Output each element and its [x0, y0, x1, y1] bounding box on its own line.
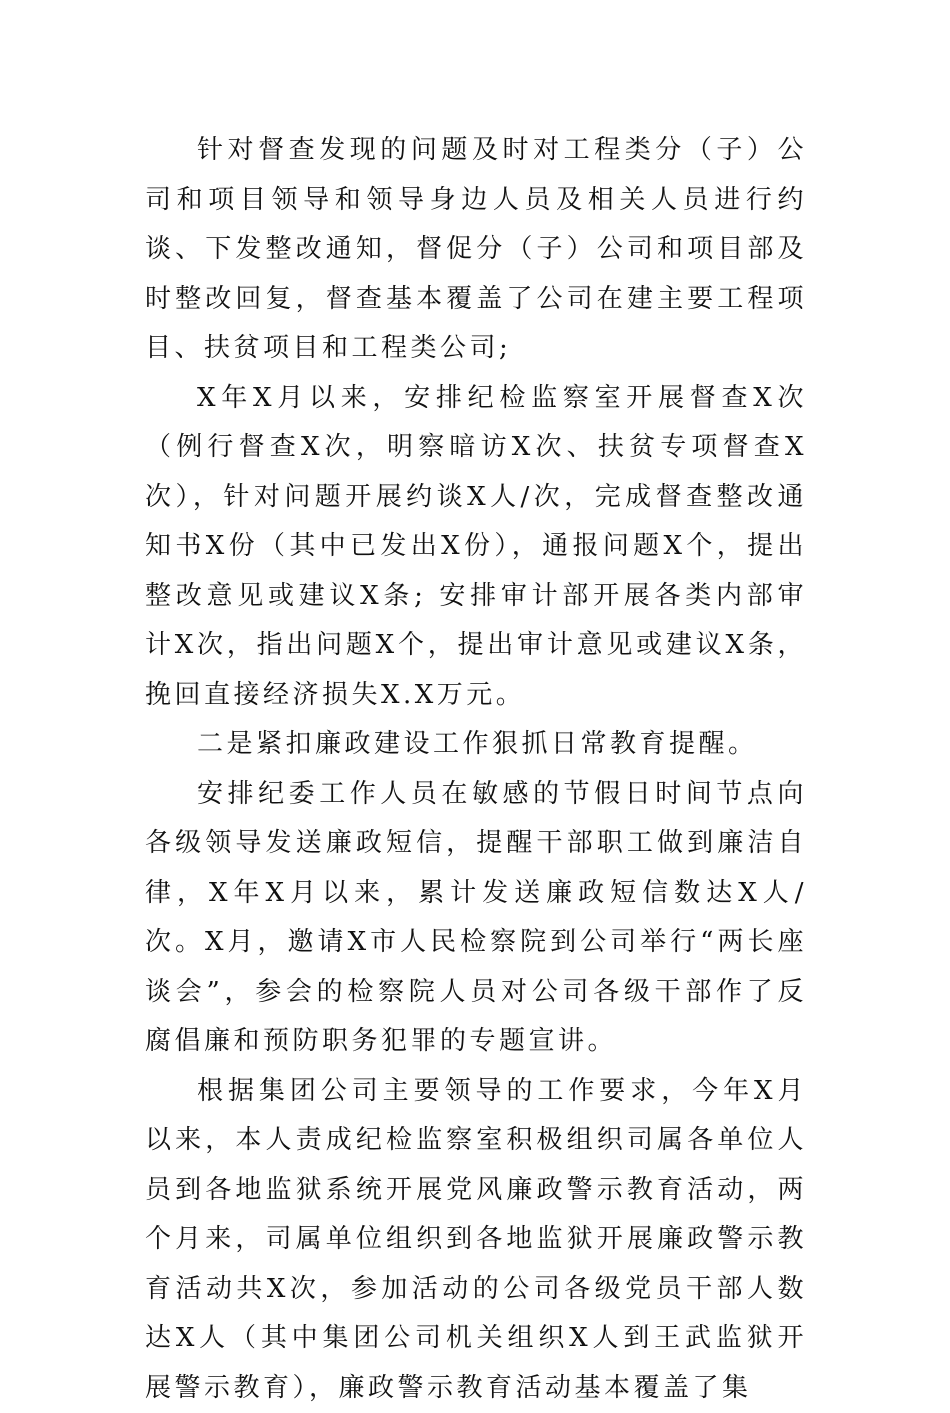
- paragraph-1: 针对督查发现的问题及时对工程类分（子）公司和项目领导和领导身边人员及相关人员进行约谈、下发整改通知，督促分（子）公司和项目部及时整改回复，督查基本覆盖了公司在建主要工程项目、扶贫项目和工程类公司;: [145, 126, 807, 374]
- paragraph-3: 二是紧扣廉政建设工作狠抓日常教育提醒。: [145, 720, 807, 770]
- paragraph-4: 安排纪委工作人员在敏感的节假日时间节点向各级领导发送廉政短信，提醒干部职工做到廉洁自律，X年X月以来，累计发送廉政短信数达X人/次。X月，邀请X市人民检察院到公司举行“两长座谈会”，参会的检察院人员对公司各级干部作了反腐倡廉和预防职务犯罪的专题宣讲。: [145, 770, 807, 1067]
- paragraph-2: X年X月以来，安排纪检监察室开展督查X次（例行督查X次，明察暗访X次、扶贫专项督查X次），针对问题开展约谈X人/次，完成督查整改通知书X份（其中已发出X份），通报问题X个，提出整改意见或建议X条; 安排审计部开展各类内部审计X次，指出问题X个，提出审计意见或建议X条，挽回直接经济损失X.X万元。: [145, 374, 807, 721]
- paragraph-5: 根据集团公司主要领导的工作要求，今年X月以来，本人责成纪检监察室积极组织司属各单位人员到各地监狱系统开展党风廉政警示教育活动，两个月来，司属单位组织到各地监狱开展廉政警示教育活动共X次，参加活动的公司各级党员干部人数达X人（其中集团公司机关组织X人到王武监狱开展警示教育），廉政警示教育活动基本覆盖了集: [145, 1067, 807, 1413]
